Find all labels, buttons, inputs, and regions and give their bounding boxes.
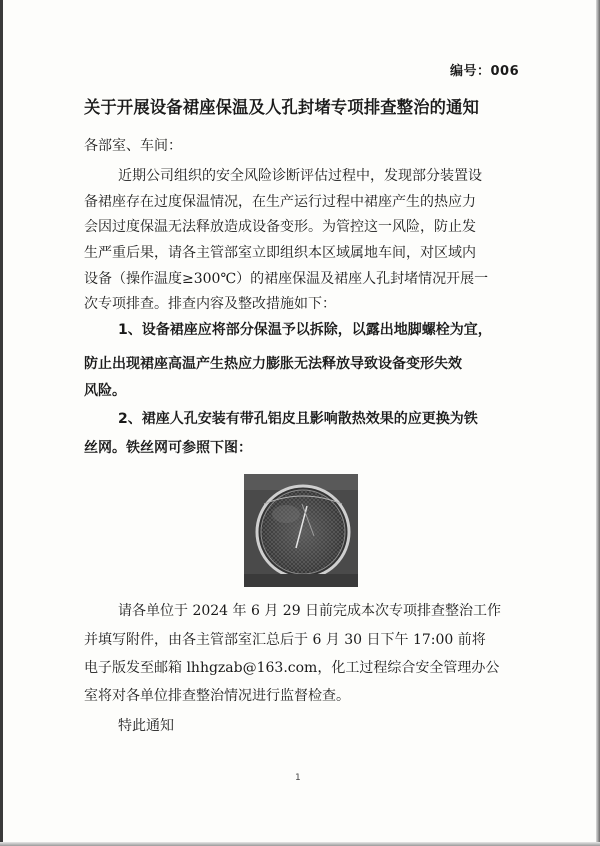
page-title: 关于开展设备裙座保温及人孔封堵专项排查整治的通知: [84, 98, 480, 118]
intro-line: 会因过度保温无法释放造成设备变形。为管控这一风险，防止发: [84, 219, 476, 235]
closing-line: 请各单位于 2024 年 6 月 29 日前完成本次专项排查整治工作: [118, 603, 502, 619]
item1-line: 防止出现裙座高温产生热应力膨胀无法释放导致设备变形失效: [84, 356, 462, 372]
closing-line: 室将对各单位排查整治情况进行监督检查。: [84, 688, 350, 704]
page-number: 1: [295, 773, 301, 783]
intro-line: 生严重后果，请各主管部室立即组织本区域属地车间，对区域内: [84, 245, 476, 261]
document-number: 编号：006: [450, 64, 520, 79]
signoff: 特此通知: [118, 718, 174, 734]
scan-edge-bottom: [0, 842, 600, 846]
intro-line: 设备（操作温度≥300℃）的裙座保温及裙座人孔封堵情况开展一: [84, 271, 489, 287]
item2-line: 丝网。铁丝网可参照下图：: [84, 440, 252, 456]
salutation: 各部室、车间：: [84, 138, 182, 154]
wire-mesh-reference-photo: [244, 474, 358, 587]
closing-line: 电子版发至邮箱 lhhgzab@163.com，化工过程综合安全管理办公: [84, 660, 500, 676]
item1-line: 风险。: [84, 383, 126, 399]
intro-line: 次专项排查。排查内容及整改措施如下：: [84, 296, 336, 312]
scan-edge-left: [0, 0, 3, 846]
item2-line: 2、裙座人孔安装有带孔铝皮且影响散热效果的应更换为铁: [118, 411, 478, 427]
scan-edge-right: [596, 0, 600, 846]
manhole-mesh-image: [244, 474, 358, 587]
item1-line: 1、设备裙座应将部分保温予以拆除，以露出地脚螺栓为宜，: [118, 322, 492, 338]
closing-line: 并填写附件，由各主管部室汇总后于 6 月 30 日下午 17:00 前将: [84, 632, 486, 648]
intro-line: 备裙座存在过度保温情况，在生产运行过程中裙座产生的热应力: [84, 194, 476, 210]
intro-line: 近期公司组织的安全风险诊断评估过程中，发现部分装置设: [118, 168, 482, 184]
